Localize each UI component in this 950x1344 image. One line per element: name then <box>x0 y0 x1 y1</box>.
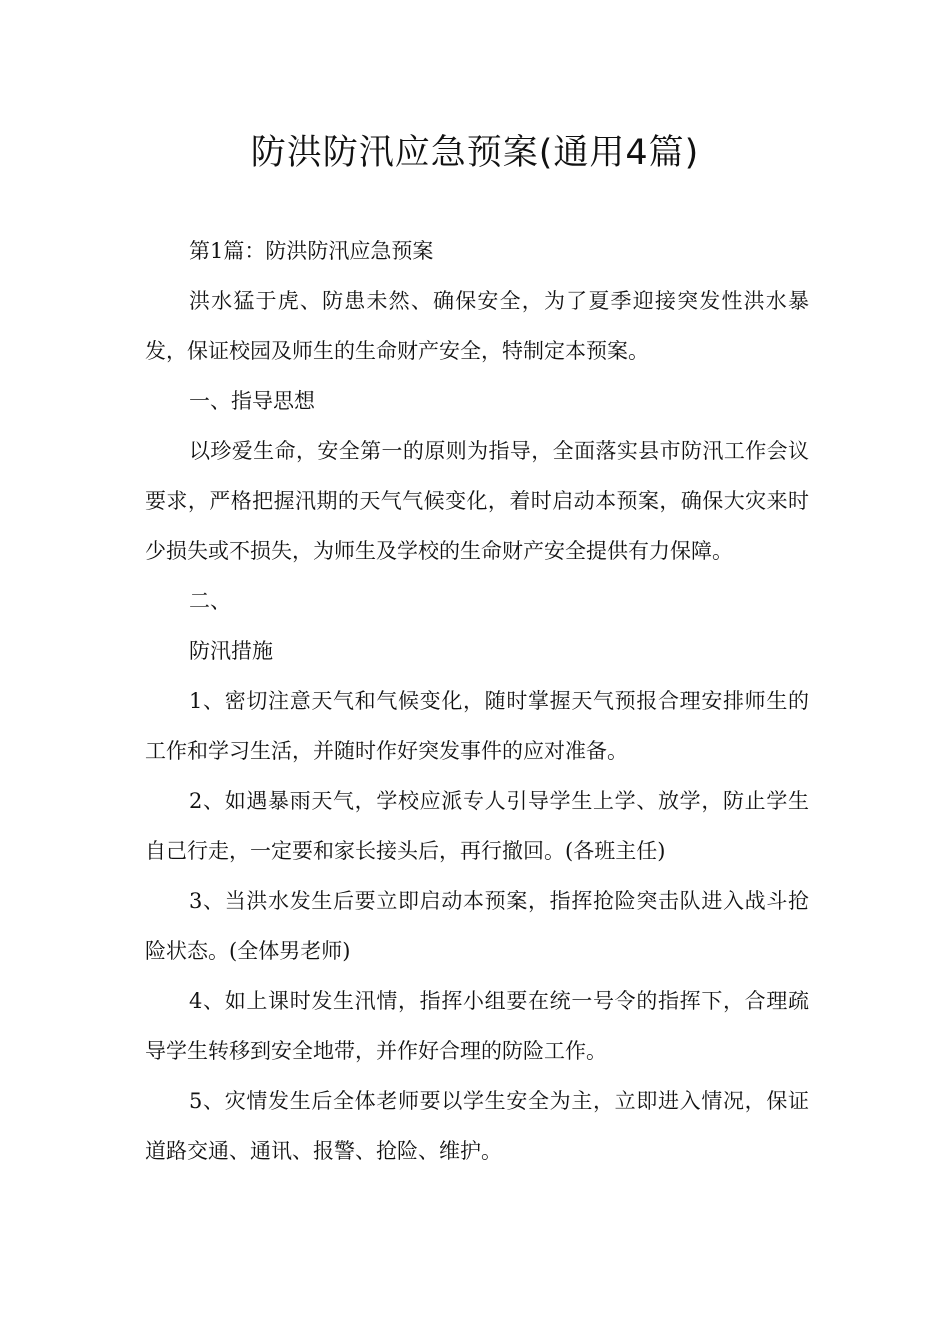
list-item: 3、当洪水发生后要立即启动本预案，指挥抢险突击队进入战斗抢险状态。(全体男老师) <box>145 889 809 963</box>
list-item: 4、如上课时发生汛情，指挥小组要在统一号令的指挥下，合理疏导学生转移到安全地带，并作好合理的防险工作。 <box>145 989 809 1063</box>
section-heading: 一、指导思想 <box>189 389 315 413</box>
body-paragraph: 以珍爱生命，安全第一的原则为指导，全面落实县市防汛工作会议要求，严格把握汛期的天气气候变化，着时启动本预案，确保大灾来时少损失或不损失，为师生及学校的生命财产安全提供有力保障。 <box>145 439 809 563</box>
section-heading: 第1篇：防洪防汛应急预案 <box>189 239 434 263</box>
document-body <box>145 226 809 1176</box>
list-item: 1、密切注意天气和气候变化，随时掌握天气预报合理安排师生的工作和学习生活，并随时作好突发事件的应对准备。 <box>145 689 809 763</box>
section-heading: 防汛措施 <box>189 639 273 663</box>
section-heading: 二、 <box>189 589 231 613</box>
document-title: 防洪防汛应急预案(通用4篇) <box>250 133 700 173</box>
intro-paragraph: 洪水猛于虎、防患未然、确保安全，为了夏季迎接突发性洪水暴发，保证校园及师生的生命财产安全，特制定本预案。 <box>145 289 809 363</box>
list-item: 5、灾情发生后全体老师要以学生安全为主，立即进入情况，保证道路交通、通讯、报警、抢险、维护。 <box>145 1089 809 1163</box>
list-item: 2、如遇暴雨天气，学校应派专人引导学生上学、放学，防止学生自己行走，一定要和家长接头后，再行撤回。(各班主任) <box>145 789 809 863</box>
